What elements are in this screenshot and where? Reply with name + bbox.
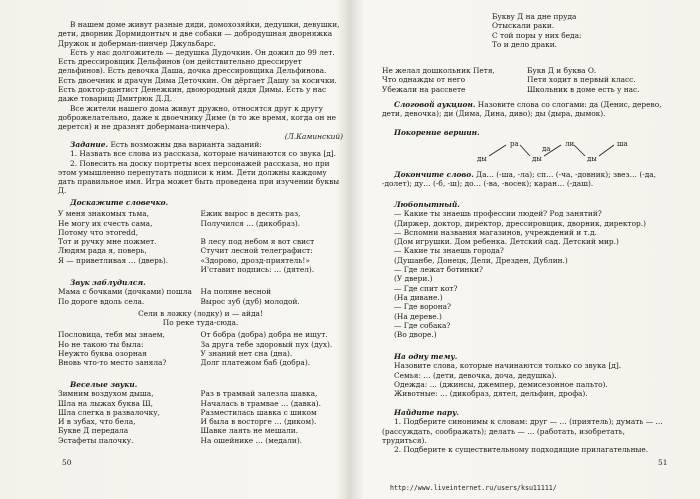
poem-line: Отыскали раки. [492, 21, 555, 31]
theme-block [382, 352, 672, 398]
peaks-block [382, 128, 672, 167]
poem-line: Долг платежом баб (добра). [200, 358, 311, 368]
poem-line: И в зубах, что бела, [58, 417, 136, 427]
pair-line-1: 1. Подберите синонимы к словам: друг — … (приятель); думать — … (рассуждать, соображать); делать — … (работать, изобретать, трудиться). [382, 417, 663, 445]
dialog-line: (У двери.) [394, 274, 433, 284]
theme-title: На одну тему. [394, 352, 458, 361]
theme-line: Назовите слова, которые начинаются только со звука [д]. [394, 361, 622, 371]
dialog-line: — Где лежат ботинки? [394, 265, 483, 275]
poem-line: На поляне весной [200, 287, 272, 297]
poem-line: Стучит лесной телеграфист: [200, 246, 313, 256]
dialog-line: (Дом игрушки. Дом ребенка. Детский сад. Детский мир.) [394, 237, 619, 247]
poem-line: Шавке лаять не мешали. [200, 426, 299, 436]
syllable-li: ли [565, 140, 575, 149]
arrow-up-1 [489, 145, 506, 156]
syllable-dy-1: ды [477, 155, 487, 164]
poem-line: Шла на лыжах буква Ш, [58, 398, 153, 408]
section-merry-sounds-title: Веселые звуки. [70, 380, 138, 389]
poem-line: На ошейнике … (медали). [200, 435, 303, 445]
poem-line: Не могу их счесть сама, [58, 218, 153, 228]
poem-line: И была в восторге … (диком). [200, 417, 317, 427]
pair-block [382, 408, 672, 454]
poem-line: И'ставит подпись: … (дятел). [200, 265, 315, 275]
poem-line: Получился … (дикобраз). [200, 218, 301, 228]
poem-middle [382, 66, 672, 94]
poem-line: Зимним воздухом дыша, [58, 389, 154, 399]
poem-line: Шла слегка в развалочку, [58, 407, 160, 417]
poem-line: За друга тебе здоровый пух (дух). [200, 339, 333, 349]
section-finish-title: Доскажите словечко. [70, 198, 169, 207]
dialog-line: (Во дворе.) [394, 330, 437, 340]
dialog-line: — Какие ты знаешь города? [394, 246, 504, 256]
pair-line-2: 2. Подберите к существительному подходящие прилагательные. [394, 445, 649, 455]
poem-line: У знаний нет сна (дна). [200, 349, 293, 359]
theme-line: Одежда: … (джинсы, джемпер, демисезонное пальто). [394, 379, 608, 389]
poem-line: Мама с бочками (дочками) пошла [58, 287, 192, 297]
poem-line: Вновь что-то место заняла? [58, 358, 167, 368]
poem-line: Раз в трамвай залезла шавка, [200, 389, 318, 399]
dialog-line: (На диване.) [394, 292, 443, 302]
auction-title: Слоговой аукцион. [394, 100, 476, 109]
poem-line: Потому что этоredd, [58, 227, 139, 237]
dialog-line: (Душанбе, Донецк, Дели, Дрезден, Дублин.) [394, 255, 568, 265]
poem-line: Не желал дошкольник Петя, [382, 66, 495, 75]
theme-line: Семья: … (дети, девочка, доча, дедушка). [394, 370, 557, 380]
dialog-line: (На дереве.) [394, 311, 442, 321]
peaks-title: Покорение вершин. [394, 128, 480, 137]
poem-line: С той поры у них беда: [492, 30, 582, 40]
task-title: Задание. [70, 140, 109, 149]
dialog-line: — Где собака? [394, 320, 451, 330]
pair-title: Найдите пару. [394, 408, 460, 417]
task-block [58, 140, 343, 196]
page-number-right: 51 [658, 458, 668, 467]
curious-title: Любопытный. [394, 200, 460, 209]
poem-line: Школьник в доме есть у нас. [527, 84, 640, 94]
section-merry-sounds [58, 380, 343, 445]
poem-line: У меня знакомых тьма, [58, 209, 149, 219]
poem-line: Вырос зуб (дуб) молодой. [200, 296, 300, 306]
section-lost-sound [58, 278, 343, 368]
intro-paragraph-3: Все жители нашего дома живут дружно, относятся друг к другу доброжелательно, даже к двоечнику Диме (в то же время, когда он не дерется) и не дразнят добермана-пинчера). [58, 103, 337, 132]
poem-line: «Здорово, дрозд-приятель!» [200, 255, 310, 265]
poem-line: Эстафеты палочку. [58, 435, 134, 445]
finish-title: Докончите слово. [394, 170, 474, 179]
syllable-dy-2: ды [532, 155, 542, 164]
intro-text [58, 20, 343, 141]
intro-paragraph-1: В нашем доме живут разные дяди, домохозяйки, дедушки, девушки, дети, дворник Дормидонтыч и две собаки — добродушная дворняжка Дружок и доберман-пинчер Джульбарс. [58, 20, 340, 48]
poem-line: Букву Д на дне пруда [492, 12, 577, 21]
poem-line: От бобра (добра) добра не ищут. [200, 330, 328, 340]
arrow-down-1 [520, 145, 530, 156]
poem-line: Пословица, тебя мы знаем, [58, 330, 165, 340]
poem-line: Разместилась шавка с шиком [200, 407, 317, 417]
poem-line: Неужто буква озорная [58, 349, 147, 359]
auction-text: Назовите слова со слогами: да (Денис, дерево, дети, девочка); ди (Дима, Дина, диво); ды (дыра, дымок). [382, 100, 662, 119]
task-text: Есть возможны два варианта заданий: [108, 140, 262, 149]
poem-line: По дороге вдоль села. [58, 296, 145, 306]
dialog-line: — Вспомни названия магазинов, учреждений и т.д. [394, 227, 597, 237]
task-2: 2. Повесить на доску портреты всех персонажей рассказа, но при этом умышленно перепутать подписи к ним. Дети должны каждому дать правильное имя. Игра может быть проведена при изучении буквы Д. [58, 158, 340, 196]
syllable-da: да [542, 145, 551, 154]
poem-line: В лесу под небом я вот свист [200, 237, 315, 247]
left-page [58, 0, 343, 499]
poem-line: Людям рада я, поверь, [58, 246, 147, 256]
section-lost-sound-title: Звук заблудился. [70, 278, 146, 287]
poem-line: Я — приветливая … (дверь). [58, 255, 169, 265]
dialog-line: — Где спит кот? [394, 283, 458, 293]
poem-line: Букве Д передала [58, 426, 129, 436]
intro-paragraph-2: Есть у нас долгожитель — дедушка Дудочкин. Он дожил до 99 лет. Есть дрессировщик Дельфинов (он действительно дрессирует дельфинов). Есть девочка Даша, дочка дрессировщика Дельфинова. Есть двоечник и драчун Дима Деточкин. Он дёргает Дашу за косички. Есть доктор-дантист Денежкин, двоюродный дядя Димы. Есть у нас даже товарищ Дмитрюк Д.Д. [58, 47, 337, 104]
right-page [382, 0, 672, 499]
poem-line: Убежали на рассвете [382, 84, 466, 94]
arrow-up-3 [599, 145, 614, 156]
dialog-line: (Диржер, доктор, директор, дрессировщик, дворник, директор.) [394, 218, 646, 228]
curious-list [382, 209, 672, 339]
theme-line: Животные: … (дикобраз, дятел, дельфин, дрофа). [394, 389, 588, 399]
source-url: http://www.liveinternet.ru/users/ksu11111/ [390, 484, 557, 492]
section-finish-word [58, 198, 343, 274]
poem-line: Но не такою ты была: [58, 339, 144, 349]
poem-line: Началась в трамвае … (давка). [200, 398, 322, 408]
peaks-diagram [382, 137, 672, 167]
poem-left [58, 209, 201, 274]
poem-line: Букв Д и буква О. [527, 66, 597, 75]
curious-block [382, 200, 672, 339]
finish-text: Да… (-ша, -ла); сп… (-ча, -довник); звез… (-да, -долет); ду… (-б, -ш); до… (-ва, -восек); каран… (-даш). [382, 170, 657, 189]
poem-line: Тот и ручку мне пожмет. [58, 237, 157, 247]
poem-line: То и дело драки. [492, 39, 558, 49]
syllable-dy-3: ды [587, 155, 597, 164]
dialog-line: — Где ворона? [394, 302, 451, 312]
auction-block [382, 100, 672, 119]
arrow-down-2 [574, 145, 585, 156]
syllable-sha: ша [617, 140, 628, 149]
task-1: 1. Назвать все слова из рассказа, которые начинаются со звука [д]. [70, 149, 337, 159]
poem-line: Петя ходит в первый класс. [527, 75, 636, 85]
poem-line: Ежик вырос в десять раз, [200, 209, 301, 219]
poem-line: По реке туда-сюда. [162, 318, 239, 328]
poem-top [492, 12, 672, 49]
finish-word-block [382, 170, 672, 189]
poem-line: Что однажды от него [382, 75, 466, 85]
syllable-ra: ра [510, 140, 519, 149]
poem-line: Сели в ложку (лодку) и — айда! [138, 308, 263, 318]
dialog-line: — Какие ты знаешь профессии людей? Род занятий? [394, 209, 602, 219]
page-number-left: 50 [62, 458, 72, 467]
source-attribution: (Л.Каминский) [284, 131, 343, 141]
poem-right [201, 209, 344, 274]
